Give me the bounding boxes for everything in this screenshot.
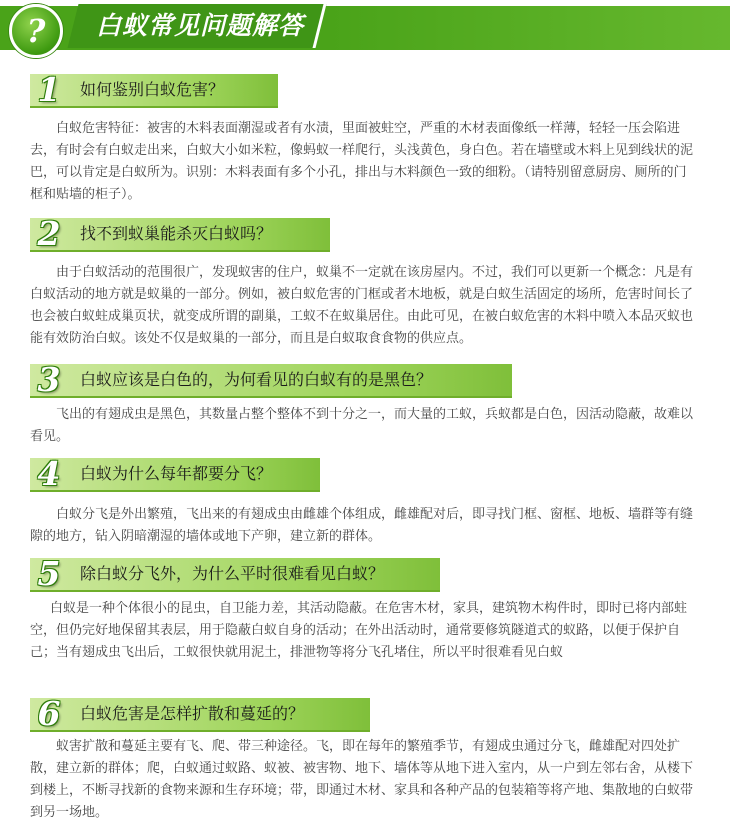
question-mark-icon: [9, 4, 63, 58]
section-body-1: 白蚁危害特征：被害的木料表面潮湿或者有水渍，里面被蛀空，严重的木材表面像纸一样薄，轻轻一压会陷进去，有时会有白蚁走出来，白蚁大小如米粒，像蚂蚁一样爬行，头浅黄色，身白色。若在墙壁或木料上见到线状的泥巴，可以肯定是白蚁所为。识别：木料表面有多个小孔，排出与木料颜色一致的细粉。（请特别留意厨房、厕所的门框和贴墙的柜子）。: [30, 121, 694, 202]
section-body-4: 白蚁分飞是外出繁殖，飞出来的有翅成虫由雌雄个体组成，雌雄配对后，即寻找门框、窗框、地板、墙群等有缝隙的地方，钻入阴暗潮湿的墙体或地下产卵，建立新的群体。: [30, 507, 694, 544]
section-number-badge: 6: [37, 694, 61, 733]
section-number-badge: 1: [37, 70, 61, 109]
section-number-badge: 3: [37, 360, 61, 399]
section-title: 白蚁危害是怎样扩散和蔓延的？: [80, 704, 305, 723]
section-title: 白蚁应该是白色的，为何看见的白蚁有的是黑色？: [80, 370, 433, 389]
question-mark-glyph: ?: [26, 12, 46, 50]
section-title: 白蚁为什么每年都要分飞？: [80, 464, 273, 483]
section-body-5: 白蚁是一种个体很小的昆虫，自卫能力差，其活动隐蔽。在危害木材，家具，建筑物木构件时，即时已将内部蛀空，但仍完好地保留其表层，用于隐蔽白蚁自身的活动；在外出活动时，通常要修筑隧道式的蚁路，以便于保护自己；当有翅成虫飞出后，工蚁很快就用泥土，排泄物等将分飞孔堵住，所以平时很难看见白蚁: [30, 601, 688, 660]
section-title: 如何鉴别白蚁危害？: [80, 80, 225, 99]
section-body-3: 飞出的有翅成虫是黑色，其数量占整个整体不到十分之一，而大量的工蚁，兵蚁都是白色，因活动隐蔽，故难以看见。: [30, 407, 694, 444]
section-number-badge: 4: [37, 454, 61, 493]
header-banner: [0, 0, 730, 56]
section-body-2: 由于白蚁活动的范围很广，发现蚁害的住户，蚁巢不一定就在该房屋内。不过，我们可以更新一个概念：凡是有白蚁活动的地方就是蚁巢的一部分。例如，被白蚁危害的门框或者木地板，就是白蚁生活固定的场所，危害时间长了也会被白蚁蛀成巢页状，就变成所谓的副巢，工蚁不在蚁巢居住。由此可见，在被白蚁危害的木料中喷入本品灭蚁也能有效防治白蚁。该处不仅是蚁巢的一部分，而且是白蚁取食食物的供应点。: [30, 265, 694, 346]
section-title: 找不到蚁巢能杀灭白蚁吗？: [80, 224, 273, 243]
section-body-6: 蚁害扩散和蔓延主要有飞、爬、带三种途径。飞，即在每年的繁殖季节，有翅成虫通过分飞，雌雄配对四处扩散，建立新的群体；爬，白蚁通过蚁路、蚁被、被害物、地下、墙体等从地下进入室内，从一户到左邻右舍，从楼下到楼上，不断寻找新的食物来源和生存环境；带，即通过木材、家具和各种产品的包装箱等将产地、集散地的白蚁带到另一场地。: [30, 739, 694, 820]
page-title: 白蚁常见问题解答: [96, 11, 305, 40]
section-title: 除白蚁分飞外，为什么平时很难看见白蚁？: [80, 564, 385, 583]
section-number-badge: 5: [37, 554, 61, 593]
header-strip-fade: [330, 6, 730, 50]
section-number-badge: 2: [37, 214, 61, 253]
